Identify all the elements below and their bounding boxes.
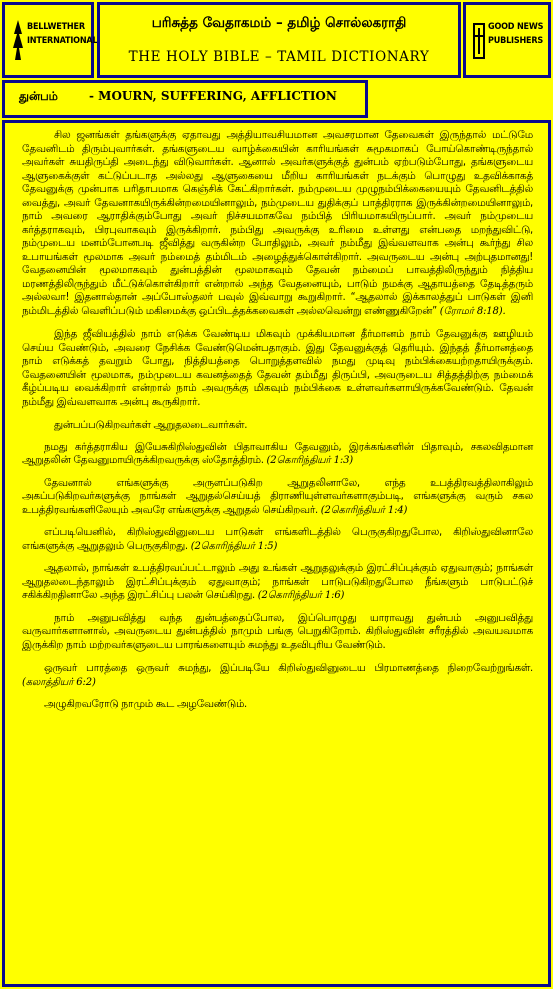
header-title-box — [97, 2, 461, 78]
reference: (ரோமர் 8:18). — [439, 305, 506, 317]
paragraph-3: நாம் அனுபவித்து வந்த துன்பத்தைப்போல, இப்பொழுது யாராவது துன்பம் அனுபவித்து வருவார்களானால், அவருடைய துன்பத்தில் நாமும் பங்கு பெறுகிறோம். கிறிஸ்துவின் சரீரத்தில் அவயவமாக இருக்கிற நாம் மற்றவர்களுடைய பாரங்களையும் சுமந்து உதவிபுரிய வேண்டும். — [22, 611, 533, 651]
reference: (2கொரிந்தியர் 1:5) — [190, 540, 278, 552]
verse-5: ஒருவர் பாரத்தை ஒருவர் சுமந்து, இப்படியே கிறிஸ்துவினுடைய பிரமாணத்தை நிறைவேற்றுங்கள். (கலாத்தியர் 6:2) — [22, 662, 533, 688]
title-tamil: பரிசுத்த வேதாகமம் – தமிழ் சொல்லகராதி — [151, 15, 407, 31]
content-frame — [2, 120, 551, 987]
closing-line: அழுகிறவரோடு நாமும் கூட அழவேண்டும். — [44, 698, 247, 710]
bellwether-logo-icon — [11, 18, 25, 64]
section-heading: துன்பப்படுகிறவர்கள் ஆறுதலடைவார்கள். — [54, 419, 248, 431]
reference: (2கொரிந்தியர் 1:3) — [266, 455, 354, 466]
good-news-logo-icon — [472, 18, 486, 64]
paragraph-2: இந்த ஜீவியத்தில் நாம் எடுக்க வேண்டிய மிகவும் முக்கியமான தீர்மானம் நாம் தேவனுக்கு ஊழியம் செய்ய வேண்டும், அவரை நேசிக்க வேண்டுமென்பதாகும். இது தேவனுக்குத் தெரியும். இந்தத் தீர்மானத்தை நாம் எடுக்கத் தவறும் போது, நித்தியத்தை பொறுத்தளவில் நமது முடிவு நம்பிக்கையற்றதாயிருக்கும். வேதனையின் மூலமாக, நம்முடைய கவனத்தைத் தேவன் தம்மீது திருப்பி, அவருடைய சித்தத்திற்கு நம்மைக் கீழ்ப்படிய வைக்கிறார் என்றால் நாம் அவருக்கு மிகவும் நம்பிக்கை உள்ளவர்களாயிருக்கவேண்டும். தேவன் நம்மீது இவ்வளவாக அன்பு கூருகிறார். — [22, 328, 533, 408]
reference: (கலாத்தியர் 6:2) — [22, 676, 96, 688]
bellwether-logo-text: BELLWETHER INTERNATIONAL — [27, 22, 98, 46]
publisher-logo-right — [463, 2, 551, 78]
verse-2: தேவனால் எங்களுக்கு அருளப்படுகிற ஆறுதலினாலே, எந்த உபத்திரவத்திலாகிலும் அகப்படுகிறவர்களுக்கு நாங்கள் ஆறுதல்செய்யத் திராணியுள்ளவர்களாகும்படி, எங்களுக்கு வரும் சகல உபத்திரவங்களிலேயும் அவரே எங்களுக்கு ஆறுதல் செய்கிறவர். (2கொரிந்தியர் 1:4) — [22, 476, 533, 516]
topic-heading — [2, 80, 368, 118]
publisher-logo-left — [2, 2, 98, 78]
verse-3: எப்படியெனில், கிறிஸ்துவினுடைய பாடுகள் எங்களிடத்தில் பெருகுகிறதுபோல, கிறிஸ்துவினாலே எங்களுக்கு ஆறுதலும் பெருகுகிறது. (2கொரிந்தியர் 1:5) — [22, 526, 533, 552]
good-news-logo-text: GOOD NEWS PUBLISHERS — [488, 22, 544, 46]
article-body — [22, 129, 533, 721]
reference: (2கொரிந்தியர் 1:6) — [257, 590, 345, 601]
paragraph-1: சில ஜனங்கள் தங்களுக்கு ஏதாவது அத்தியாவசியமான அவசரமான தேவைகள் இருந்தால் மட்டுமே தேவனிடம் திரும்புவார்கள். தங்களுடைய வாழ்க்கையின் காரியங்கள் சுமூகமாகப் போய்கொண்டிருந்தால் அவர்கள் சுயதிருப்தி அடைந்து விடுவார்கள். ஆனால் அவர்களுக்குத் துன்பம் ஏற்படும்போது, தங்களுடைய ஆளுகைக்குள் கட்டுப்படாத அல்லது ஆளுகையை மீறிய காரியங்கள் நடக்கும் பொழுது உதவிக்காகத் தேவனுக்கு முன்பாக பரிதாபமாக கெஞ்சிக் கேட்கிறார்கள். நம்முடைய முழுநம்பிக்கையையும் தேவனிடத்தில் வைத்து, அவர் தேவனாகயிருக்கின்றமையினாலும், நம்முடைய துதிக்குப் பாத்திரராக இருக்கின்றமையினாலும், நாம் அவரை ஆராதிக்கும்போது அவர் நிச்சயமாகவே நம்பித் பிரியமாகயிருப்பார். அவர் நம்முடைய கர்த்தராகவும், பிரபுவாகவும் இருக்கிறார். நம்பிது அவருக்கு உரிமை உள்ளது என்பதை மறந்துவிட்டு, நம்முடைய மனம்போனபடி ஜீவித்து வருகின்ற போதிலும், அவர் நம்மீது இவ்வளவாக அன்பு கூர்ந்து சில உபாயங்கள் மூலமாக அவர் நம்மைத் தம்மிடம் அழைத்துக்கொள்கிறார். அவருடைய அன்பு அற்புதமானது! வேதனையின் மூலமாகவும் துன்பத்தின் மூலமாகவும் தேவன் நம்மைப் பாவத்திலிருந்தும் நித்திய மரணத்திலிருந்தும் மீட்டுக்கொள்கிறார் என்றால் அந்த வேதனையும், பாடும் நமக்கு ஆதாயத்தை தேடித்தரும் அல்லவா! இதனால்தான் அப்போஸ்தலர் பவுல் இவ்வாறு கூறுகிறார். “ஆதலால் இக்காலத்துப் பாடுகள் இனி நம்மிடத்தில் வெளிப்படும் மகிமைக்கு ஒப்பிடத்தக்கவைகள் அல்லவென்று எண்ணுகிறேன்” (ரோமர் 8:18). — [22, 129, 533, 317]
title-english: THE HOLY BIBLE – TAMIL DICTIONARY — [128, 49, 430, 65]
verse-4: ஆதலால், நாங்கள் உபத்திரவப்பட்டாலும் அது உங்கள் ஆறுதலுக்கும் இரட்சிப்புக்கும் ஏதுவாகும்; நாங்கள் ஆறுதலடைந்தாலும் இரட்சிப்புக்கும் ஏதுவாகும்; நாங்கள் பாடுபடுகிறதுபோல நீங்களும் பாடுபட்டுச் சகிக்கிறதினாலே அந்த இரட்சிப்பு பலன் செய்கிறது. (2கொரிந்தியர் 1:6) — [22, 562, 533, 601]
verse-1: நமது கர்த்தராகிய இயேசுகிறிஸ்துவின் பிதாவாகிய தேவனும், இரக்கங்களின் பிதாவும், சகலவிதமான ஆறுதலின் தேவனுமாயிருக்கிறவருக்கு ஸ்தோத்திரம். (2கொரிந்தியர் 1:3) — [22, 440, 533, 466]
topic-word-tamil: துன்பம் — [19, 89, 58, 103]
topic-word-english: - MOURN, SUFFERING, AFFLICTION — [89, 89, 337, 103]
reference: (2கொரிந்தியர் 1:4) — [320, 504, 408, 516]
